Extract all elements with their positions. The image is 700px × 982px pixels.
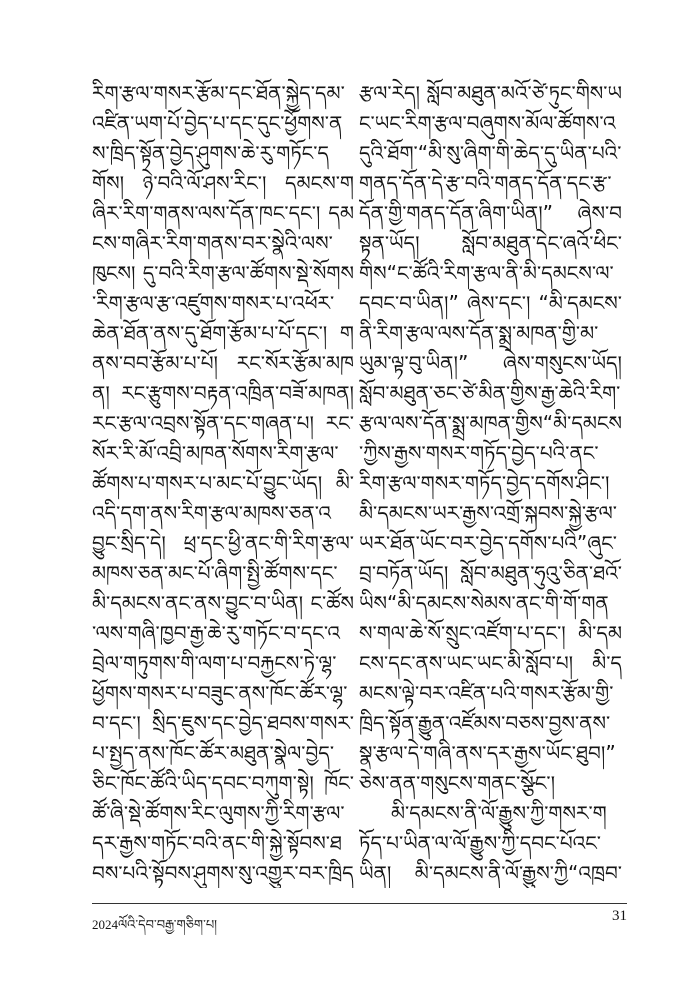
right-paragraph-1: རྩལ་རེད། སློབ་མཐུན་མའོ་ཙེ་ཏུང་གིས་ཡང་ཡང་རིག་རྩལ་བཞུགས་མོལ་ཚོགས་འདུའི་ཐོག་“མི་སུ་ཞིག་གི་ཆེད་དུ་ཡིན་པའི་གནད་དོན་དེ་རྩ་བའི་གནད་དོན་དང་རྩ་དོན་གྱི་གནད་དོན་ཞིག་ཡིན།” ཞེས་བསྟན་ཡོད། སློབ་མཐུན་དེང་ཞའོ་ཕིང་གིས“ང་ཚོའི་རིག་རྩལ་ནི་མི་དམངས་ལ་དབང་བ་ཡིན།” ཞེས་དང་། “མི་དམངས་ནི་རིག་རྩལ་ལས་དོན་སྨྲ་མཁན་གྱི་མ་ཡུམ་ལྟ་བུ་ཡིན།” ཞེས་གསུངས་ཡོད། སློབ་མཐུན་ཅང་ཙེ་མིན་གྱིས་རྒྱ་ཆེའི་རིག་རྩལ་ལས་དོན་སྨྲ་མཁན་གྱིས“མི་དམངས་ཀྱིས་རྒྱས་གསར་གཏོད་བྱེད་པའི་ནང་རིག་རྩལ་གསར་གཏོད་བྱེད་དགོས་ཤིང་། མི་དམངས་ཡར་རྒྱས་འགྲོ་སྐབས་སྐྱེ་རྩལ་ཡར་ཐོན་ཡོང་བར་བྱེད་དགོས་པའི”ཞུང་བྲ་བཏོན་ཡོད། སློབ་མཐུན་ཧུའུ་ཅིན་ཐའོ་ཡིས“མི་དམངས་སེམས་ནང་གི་གོ་གནས་གལ་ཆེ་སོ་སྲུང་འཛོག་པ་དང་། མི་དམངས་དང་ནས་ཡང་ཡང་མི་སློབ་པ། མི་དམངས་ལྟེ་བར་འཛིན་པའི་གསར་རྩོམ་གྱི་ཁྲིད་སྟོན་རྒྱུན་འཛོམས་བཅས་བྱས་ནས་སྣ་རྩལ་དེ་གཞི་ནས་དར་རྒྱས་ཡོང་ཐུབ།” ཅེས་ནན་གསུངས་གནང་སྩོང་། [359,81,622,795]
left-column [92,78,354,888]
right-paragraph-2: མི་དམངས་ནི་ལོ་རྒྱུས་ཀྱི་གསར་གཏོད་པ་ཡིན་ལ་ལོ་རྒྱུས་ཀྱི་དབང་པོའང་ཡིན། མི་དམངས་ནི་ལོ་རྒྱུས་ཀྱི“འཁྲབ་ [359,801,622,885]
footer-divider [92,903,627,904]
footer-issue: 2024ལོའི་དེབ་བརྒྱ་གཅིག་པ། [92,917,218,932]
left-paragraph-1: རིག་རྩལ་གསར་རྩོམ་དང་ཐོན་སྐྱེད་དམ་འཛིན་ཡག་པོ་བྱེད་པ་དང་དུང་ཕྱོགས་ནས་ཁྲིད་སྟོན་བྱེད་ཤུགས་ཆེ་རུ་གཏོང་དགོས། ཉེ་བའི་ལོ་ཤས་རིང་། དམངས་གཞིར་རིག་གནས་ལས་དོན་ཁང་དང་། དམངས་གཞིར་རིག་གནས་བར་སྣེའི་ལས་ཁུངས། དུ་བའི་རིག་རྩལ་ཚོགས་སྡེ་སོགས་རིག་རྩལ་རྩ་འཛུགས་གསར་པ་འཕོར་ཆེན་ཐོན་ནས་དུ་ཐོག་རྩོམ་པ་པོ་དང་། གནས་བབ་རྩོམ་པ་པོ། རང་སོར་རྩོམ་མཁན། རང་རྩུགས་བརྟན་འཁྲིན་བཟོ་མཁན། རང་རྩལ་འབྲས་སྟོན་དང་གཞན་པ། རང་སོར་རི་མོ་འབྲི་མཁན་སོགས་རིག་རྩལ་ཚོགས་པ་གསར་པ་མང་པོ་བྱུང་ཡོད། མི་འདི་དག་ནས་རིག་རྩལ་མཁས་ཅན་འབྱུང་སྲིད་དེ། ཕྲ་དང་ཕྱི་ནང་གི་རིག་རྩལ་མཁས་ཅན་མང་པོ་ཞིག་སྤྱི་ཚོགས་དང་མི་དམངས་ནང་ནས་བྱུང་བ་ཡིན། ང་ཚོས་ལས་གཞི་ཁྱབ་རྒྱ་ཆེ་རུ་གཏོང་བ་དང་འབྲེལ་གཏུགས་གི་ལག་པ་བརྐྱངས་ཏེ་ལྷ་ཕྱོགས་གསར་པ་བཟུང་ནས་ཁོང་ཚོར་ལྷ་བ་དང་། སྲིད་ཇུས་དང་བྱེད་ཐབས་གསར་པ་སྤྱད་ནས་ཁོང་ཚོར་མཐུན་སྣེལ་བྱེད་ཅིང་ཁོང་ཚོའི་ཡིད་དབང་བཀུག་སྟེ། ཁོང་ཚོ་ཞི་སྡེ་ཚོགས་རིང་ལུགས་ཀྱི་རིག་རྩལ་དར་རྒྱས་གཏོང་བའི་ནང་གི་སྐྱེ་སྟོབས་ཐབས་པའི་སྟོབས་ཤུགས་སུ་འགྱུར་བར་ཁྲིད [92,81,354,885]
page-number: 31 [612,908,627,924]
right-column [359,78,622,888]
